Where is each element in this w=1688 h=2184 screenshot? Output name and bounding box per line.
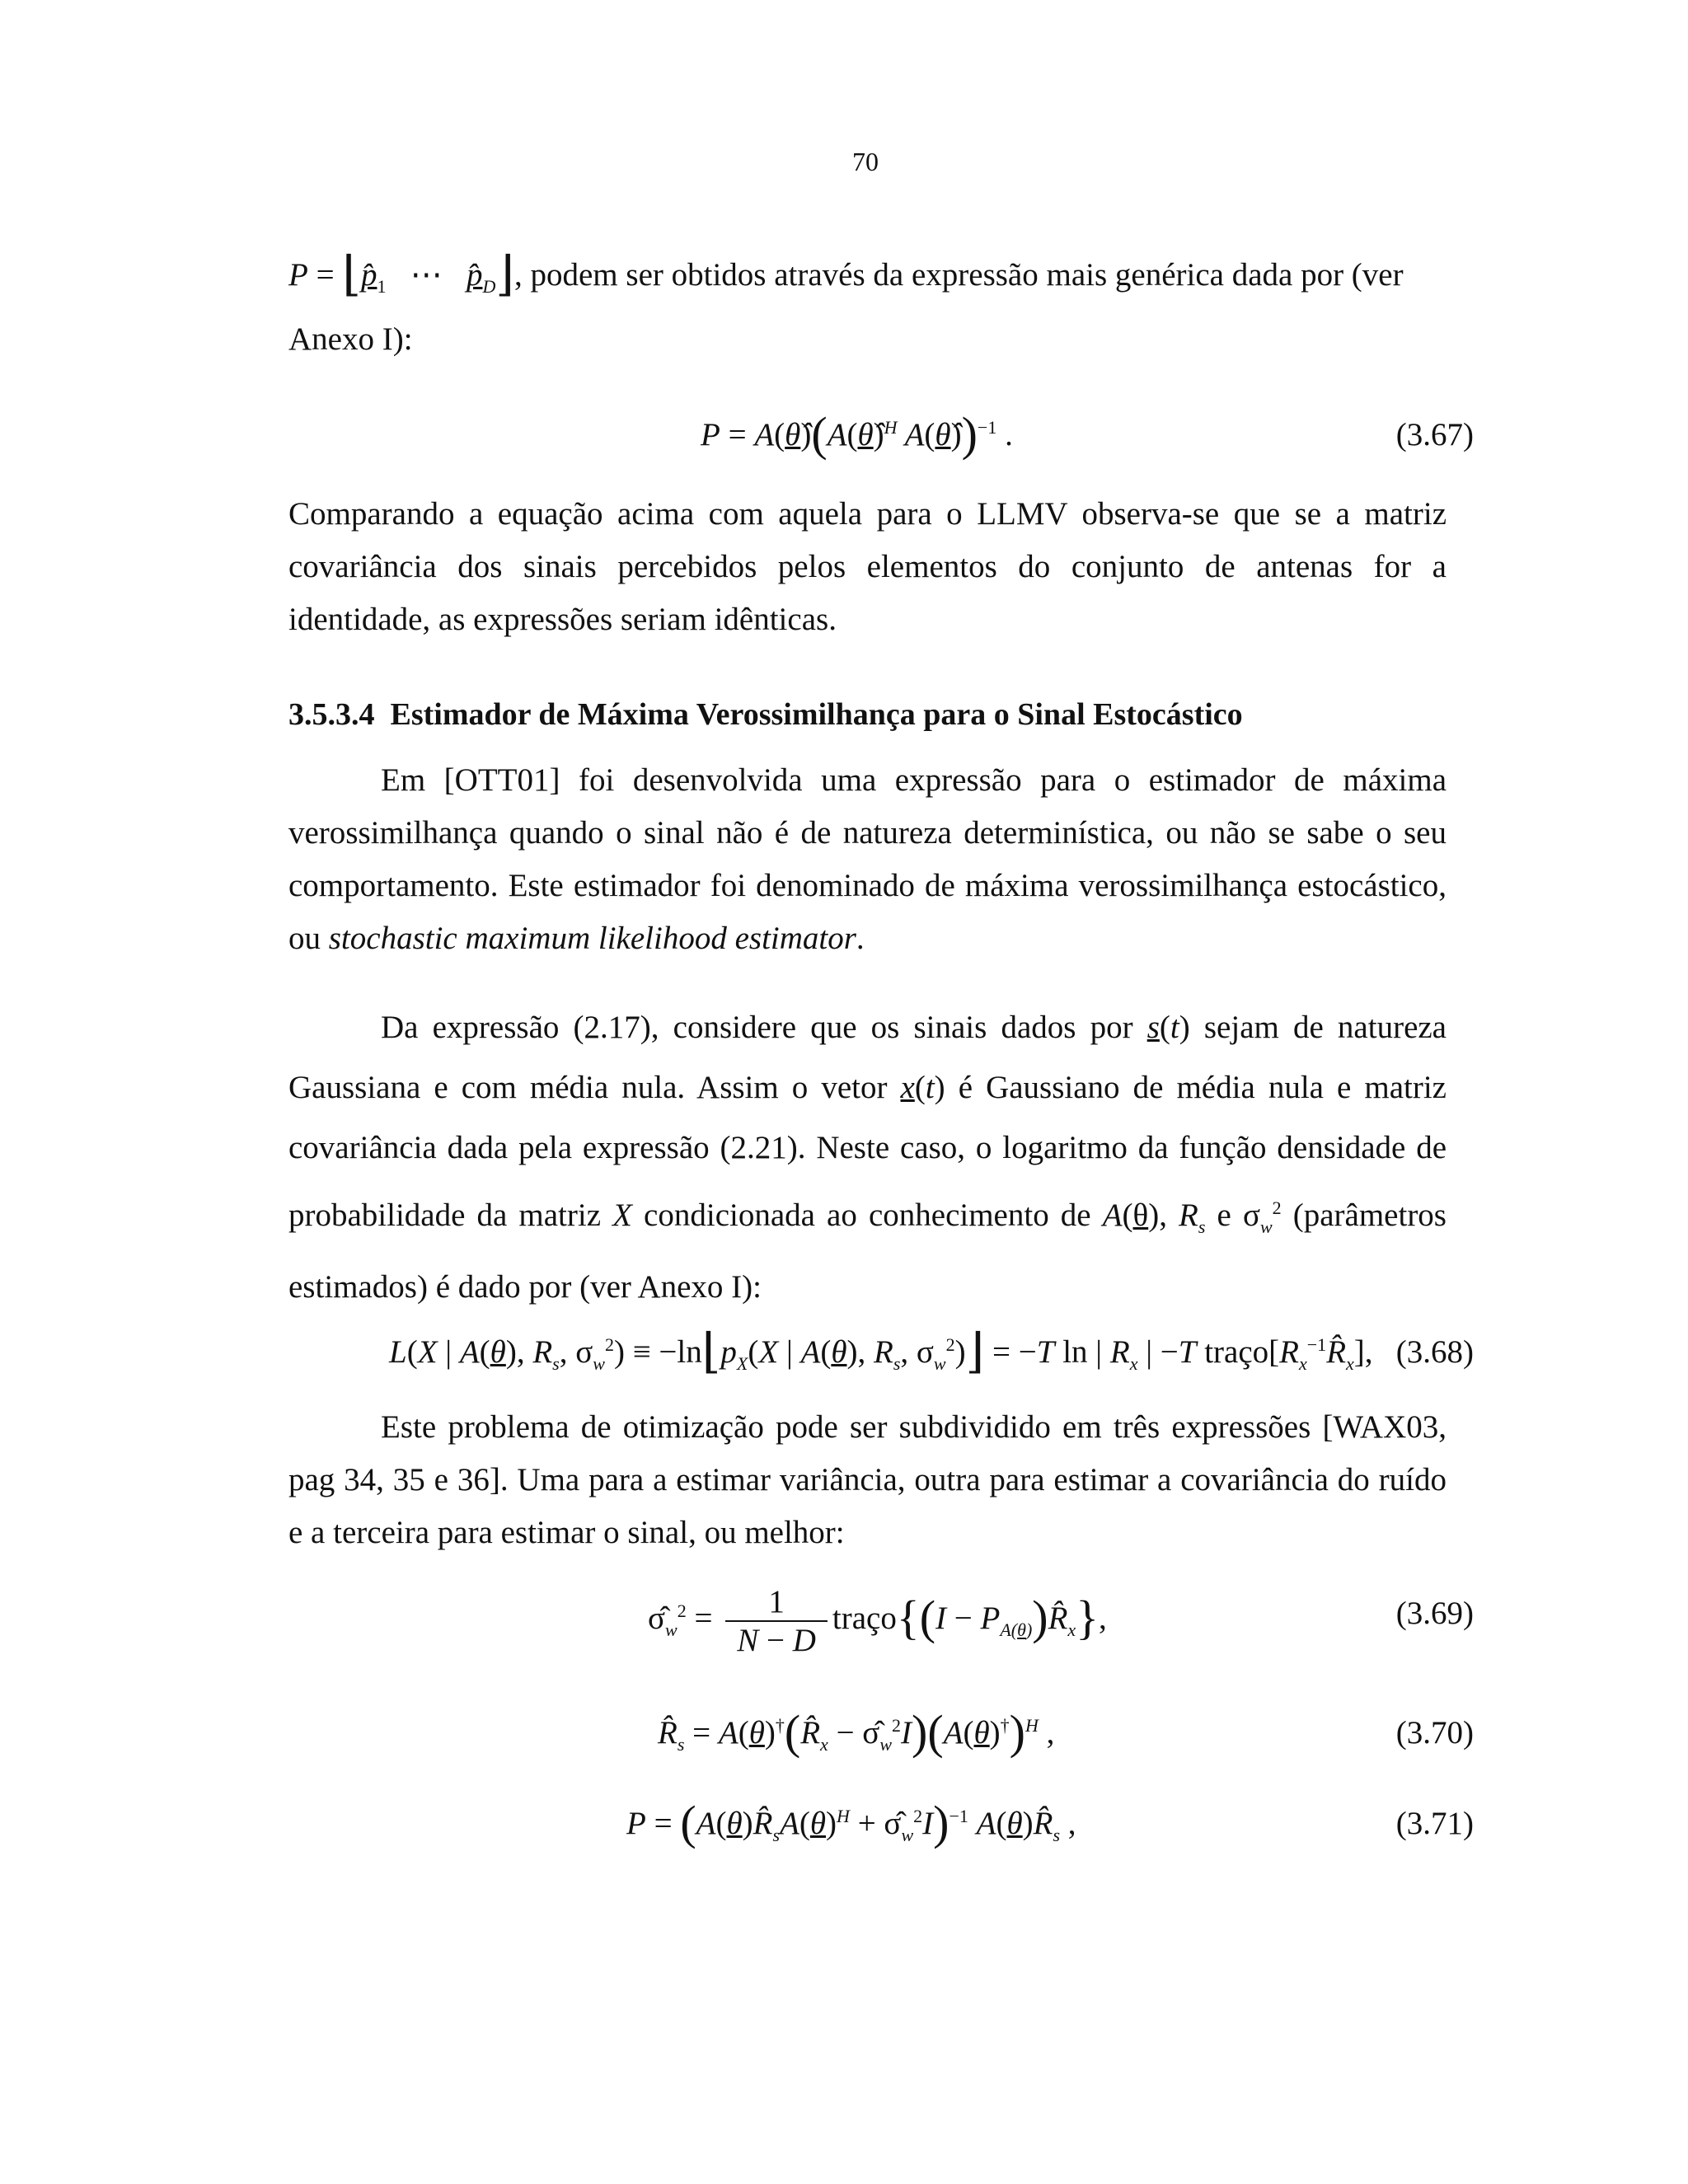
text-d: condicionada ao conhecimento de [631,1197,1103,1233]
intro-text: , podem ser obtidos através da expressão mais genérica dada por (ver [514,257,1404,293]
text-f: (parâmetros estimados) é dado por (ver Anexo I): [288,1197,1447,1305]
paragraph-text: Este problema de otimização pode ser subdividido em três expressões [WAX03, pag 34, 35 e 36]. Uma para a estimar variância, outra para estimar a covariância do ruído e a terceira para estimar o sinal, ou melhor: [288,1409,1447,1550]
intro-paragraph [288,249,1447,366]
paragraph-text-end: . [856,921,865,956]
section-title: Estimador de Máxima Verossimilhança para o Sinal Estocástico [390,697,1243,732]
italic-term: stochastic maximum likelihood estimator [328,921,856,956]
equation-3-69-formula: $\sigmâ_w^2$ = $\frac{1}{N - D}$ traço{(I − $P_{A(\theta)})R̂_x$}, [648,1584,1107,1658]
equation-3-70-formula: $R̂_s$ = $A(\theta)^\dagger(R̂_x$ − $\sigmâ_w^2I)(A(\theta)^\dagger)^H$ , [658,1705,1055,1759]
equation-3-70 [288,1705,1474,1772]
text-b: sejam de natureza Gaussiana e com média nula. Assim o vetor [288,1010,1447,1105]
equation-number: (3.68) [1395,1334,1474,1370]
equation-number: (3.69) [1395,1596,1474,1631]
equation-number: (3.67) [1395,417,1474,452]
equation-3-68 [288,1324,1474,1391]
page-number: 70 [852,147,879,176]
text-a: Da expressão (2.17), considere que os sinais dados por [381,1010,1147,1045]
math-s: s [1146,1010,1160,1045]
paragraph-comparison [288,488,1447,646]
paragraph-gaussian [288,997,1447,1317]
equation-number: (3.71) [1395,1806,1474,1841]
math-x: x [900,1070,915,1105]
paragraph-text: Da expressão (2.17), considere que os sinais dados por s(t) sejam de natureza Gaussiana e com média nula. Assim o vetor x(t) é Gaussiano de média nula e matriz covariância dada pela expressão (2.21). Neste caso, o logaritmo da função densidade de probabilidade da matriz X condicionada ao conhecimento de A(θ), $R_s$ e $\sigma_w^2$ (parâmetros estimados) é dado por (ver Anexo I): [288,1010,1447,1305]
section-heading [288,696,1243,733]
math-A: A [1102,1197,1123,1233]
text-e: e [1205,1197,1243,1233]
paragraph-text-main: Em [OTT01] foi desenvolvida uma expressão para o estimador de máxima verossimilhança quando o sinal não é de natureza determinística, ou não se sabe o seu comportamento. Este estimador foi denominado de máxima verossimilhança estocástico, ou [288,762,1447,956]
equation-3-71-formula: $P = (A(\theta)R̂_sA(\theta)^H$ + $\sigmâ_w^2I)^{-1}$ $A(\theta)R̂_s$ , [626,1796,1076,1849]
paragraph-text: Comparando a equação acima com aquela para o LLMV observa-se que se a matriz covariância dos sinais percebidos pelos elementos do conjunto de antenas for a identidade, as expressões seriam idênticas. [288,496,1447,637]
section-number: 3.5.3.4 [288,697,375,732]
paragraph-text [288,754,1447,965]
equation-number: (3.70) [1395,1715,1474,1750]
trace-word: traço [832,1600,897,1636]
equation-3-69 [288,1584,1474,1685]
equation-3-67 [288,407,1474,474]
paragraph-stochastic [288,754,1447,965]
trace-word: traço [1204,1334,1269,1370]
intro-line-2: Anexo I): [288,321,413,357]
math-X: X [612,1197,632,1233]
equation-3-71 [288,1796,1474,1863]
intro-line: $P = ⌊p̂_1$ ⋯ $p̂_D⌋$, podem ser obtidos através da expressão mais genérica dada por (ver [288,247,1404,301]
paragraph-optimization [288,1401,1447,1559]
intro-math: P [288,257,308,293]
text-c: é Gaussiano de média nula e matriz covariância dada pela expressão (2.21). Neste caso, o logaritmo da função densidade de probabilidade da matriz [288,1070,1447,1233]
equation-3-67-formula: P = A(θ̂)(A(θ̂)$^H$ A(θ̂))$^{-1}$ . [701,407,1013,461]
equation-3-68-formula: L(X | A(θ), $R_s$, $\sigma_w^2$) ≡ $-\ln⌊p_X(X$ | A(θ), $R_s$, $\sigma_w^2)⌋ = -T$ ln | $R_x$ | −T $traço[R_x^{-1}R̂_x]$, [389,1324,1373,1378]
math-sigma: σ [1242,1197,1260,1233]
